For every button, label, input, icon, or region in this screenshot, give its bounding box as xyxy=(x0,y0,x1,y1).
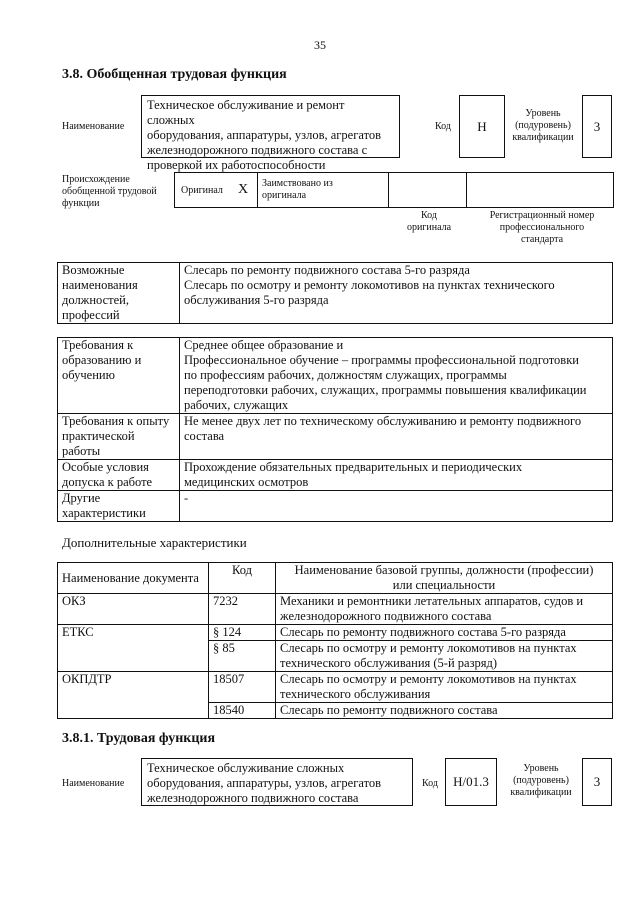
code-label: Код xyxy=(422,778,438,789)
label-line: допуска к работе xyxy=(62,475,153,489)
name-label: Наименование xyxy=(62,778,125,789)
labour-function-name-box xyxy=(141,758,413,806)
name-line: оборудования, аппаратуры, узлов, агрегатов xyxy=(147,128,382,142)
name-cell xyxy=(276,703,613,719)
qualification-level-label xyxy=(502,763,580,799)
name-line: Слесарь по ремонту подвижного состава xyxy=(280,703,498,717)
page-number: 35 xyxy=(314,38,326,52)
label-line: Требования к xyxy=(62,338,134,352)
caption-line: стандарта xyxy=(520,234,564,245)
requirement-label xyxy=(58,491,180,522)
level-value-box xyxy=(582,758,612,806)
borrowed-label xyxy=(262,178,333,202)
positions-table xyxy=(57,262,613,324)
label-line: Другие xyxy=(62,491,101,505)
name-line: железнодорожного подвижного состава с xyxy=(147,143,368,157)
requirement-value xyxy=(180,460,613,491)
label-line: профессий xyxy=(62,308,120,322)
name-line: железнодорожного подвижного состава xyxy=(280,609,492,623)
section-heading-3-8-1: 3.8.1. Трудовая функция xyxy=(62,731,216,746)
code-label: Код xyxy=(435,121,451,132)
requirement-value xyxy=(180,338,613,414)
caption-line: оригинала xyxy=(406,222,452,233)
table-row xyxy=(58,338,613,414)
name-line: технического обслуживания (5-й разряд) xyxy=(280,656,498,670)
level-value: 3 xyxy=(593,774,601,789)
code-cell: 7232 xyxy=(209,594,276,625)
level-line: квалификации xyxy=(510,787,572,798)
requirements-table xyxy=(57,337,613,522)
original-mark: X xyxy=(238,182,249,197)
additional-heading: Дополнительные характеристики xyxy=(62,535,247,550)
name-line: технического обслуживания xyxy=(280,687,431,701)
code-value-box xyxy=(445,758,497,806)
caption-line: профессионального xyxy=(499,222,585,233)
divider xyxy=(257,172,258,208)
value-line: - xyxy=(184,491,189,505)
doc-cell: ОКПДТР xyxy=(58,672,209,719)
caption-line: Код xyxy=(421,210,437,221)
requirement-label xyxy=(58,460,180,491)
value-line: Слесарь по осмотру и ремонту локомотивов на пунктах технического xyxy=(184,278,555,292)
column-header-document: Наименование документа xyxy=(58,563,209,594)
value-line: обслуживания 5-го разряда xyxy=(184,293,329,307)
origin-label xyxy=(62,174,157,210)
value-line: Не менее двух лет по техническому обслуживанию и ремонту подвижного xyxy=(184,414,582,428)
additional-table xyxy=(57,562,613,719)
original-label: Оригинал xyxy=(181,185,223,196)
reg-number-caption xyxy=(472,210,612,246)
borrowed-line: оригинала xyxy=(262,190,307,201)
name-line: Слесарь по ремонту подвижного состава 5-го разряда xyxy=(280,625,566,639)
name-line: Техническое обслуживание сложных xyxy=(147,761,345,775)
borrowed-line: Заимствовано из xyxy=(262,178,333,189)
table-row xyxy=(58,263,613,324)
origin-line: функции xyxy=(62,198,100,209)
code-cell: 18507 xyxy=(209,672,276,703)
level-value-box xyxy=(582,95,612,158)
positions-value xyxy=(180,263,613,324)
doc-cell: ОКЗ xyxy=(58,594,209,625)
level-line: квалификации xyxy=(512,132,574,143)
table-row xyxy=(58,491,613,522)
table-row xyxy=(58,414,613,460)
requirement-value xyxy=(180,414,613,460)
doc-cell: ЕТКС xyxy=(58,625,209,672)
code-cell: 18540 xyxy=(209,703,276,719)
table-header-row xyxy=(58,563,613,594)
code-cell: § 124 xyxy=(209,625,276,641)
label-line: Особые условия xyxy=(62,460,149,474)
label-line: практической xyxy=(62,429,135,443)
value-line: Слесарь по ремонту подвижного состава 5-го разряда xyxy=(184,263,470,277)
column-header-code: Код xyxy=(209,563,276,594)
label-line: Возможные xyxy=(62,263,125,277)
name-label: Наименование xyxy=(62,121,125,132)
header-line: Наименование базовой группы, должности (профессии) xyxy=(294,563,594,577)
value-line: переподготовки рабочих, служащих, программы повышения квалификации xyxy=(184,383,587,397)
name-cell xyxy=(276,641,613,672)
name-line: оборудования, аппаратуры, узлов, агрегатов xyxy=(147,776,382,790)
name-line: Механики и ремонтники летательных аппаратов, судов и xyxy=(280,594,584,608)
value-line: состава xyxy=(184,429,225,443)
name-cell xyxy=(276,672,613,703)
code-value-box xyxy=(459,95,505,158)
name-line: Техническое обслуживание и ремонт сложных xyxy=(147,98,345,127)
name-cell xyxy=(276,594,613,625)
name-line: Слесарь по осмотру и ремонту локомотивов на пунктах xyxy=(280,641,577,655)
requirement-value xyxy=(180,491,613,522)
name-line: железнодорожного подвижного состава xyxy=(147,791,359,805)
code-value: H/01.3 xyxy=(453,774,489,789)
value-line: рабочих, служащих xyxy=(184,398,289,412)
caption-line: Регистрационный номер xyxy=(489,210,595,221)
label-line: Требования к опыту xyxy=(62,414,170,428)
label-line: наименования xyxy=(62,278,138,292)
function-name-box xyxy=(141,95,400,172)
label-line: должностей, xyxy=(62,293,129,307)
requirement-label xyxy=(58,338,180,414)
level-line: Уровень xyxy=(523,763,559,774)
section-heading-3-8: 3.8. Обобщенная трудовая функция xyxy=(62,67,287,82)
value-line: Профессиональное обучение – программы профессиональной подготовки xyxy=(184,353,579,367)
code-original-caption xyxy=(390,210,468,234)
value-line: Прохождение обязательных предварительных и периодических xyxy=(184,460,523,474)
name-line: проверкой их работоспособности xyxy=(147,158,326,172)
origin-line: Происхождение xyxy=(62,174,130,185)
requirement-label xyxy=(58,414,180,460)
positions-label xyxy=(58,263,180,324)
qualification-level-label xyxy=(508,108,578,144)
label-line: характеристики xyxy=(62,506,146,520)
table-row xyxy=(58,625,613,641)
table-row xyxy=(58,460,613,491)
label-line: образованию и xyxy=(62,353,142,367)
header-line: или специальности xyxy=(392,578,496,592)
label-line: обучению xyxy=(62,368,115,382)
divider xyxy=(388,172,389,208)
value-line: медицинских осмотров xyxy=(184,475,309,489)
code-value: H xyxy=(477,118,487,134)
label-line: работы xyxy=(62,444,101,458)
name-line: Слесарь по осмотру и ремонту локомотивов на пунктах xyxy=(280,672,577,686)
level-line: Уровень xyxy=(525,108,561,119)
divider xyxy=(466,172,467,208)
level-line: (подуровень) xyxy=(515,120,571,131)
code-cell: § 85 xyxy=(209,641,276,672)
name-cell xyxy=(276,625,613,641)
value-line: по профессиям рабочих, должностям служащих, программы xyxy=(184,368,507,382)
value-line: Среднее общее образование и xyxy=(184,338,344,352)
table-row xyxy=(58,672,613,703)
level-line: (подуровень) xyxy=(513,775,569,786)
level-value: 3 xyxy=(593,118,601,134)
table-row xyxy=(58,594,613,625)
column-header-name xyxy=(276,563,613,594)
origin-line: обобщенной трудовой xyxy=(62,186,157,197)
